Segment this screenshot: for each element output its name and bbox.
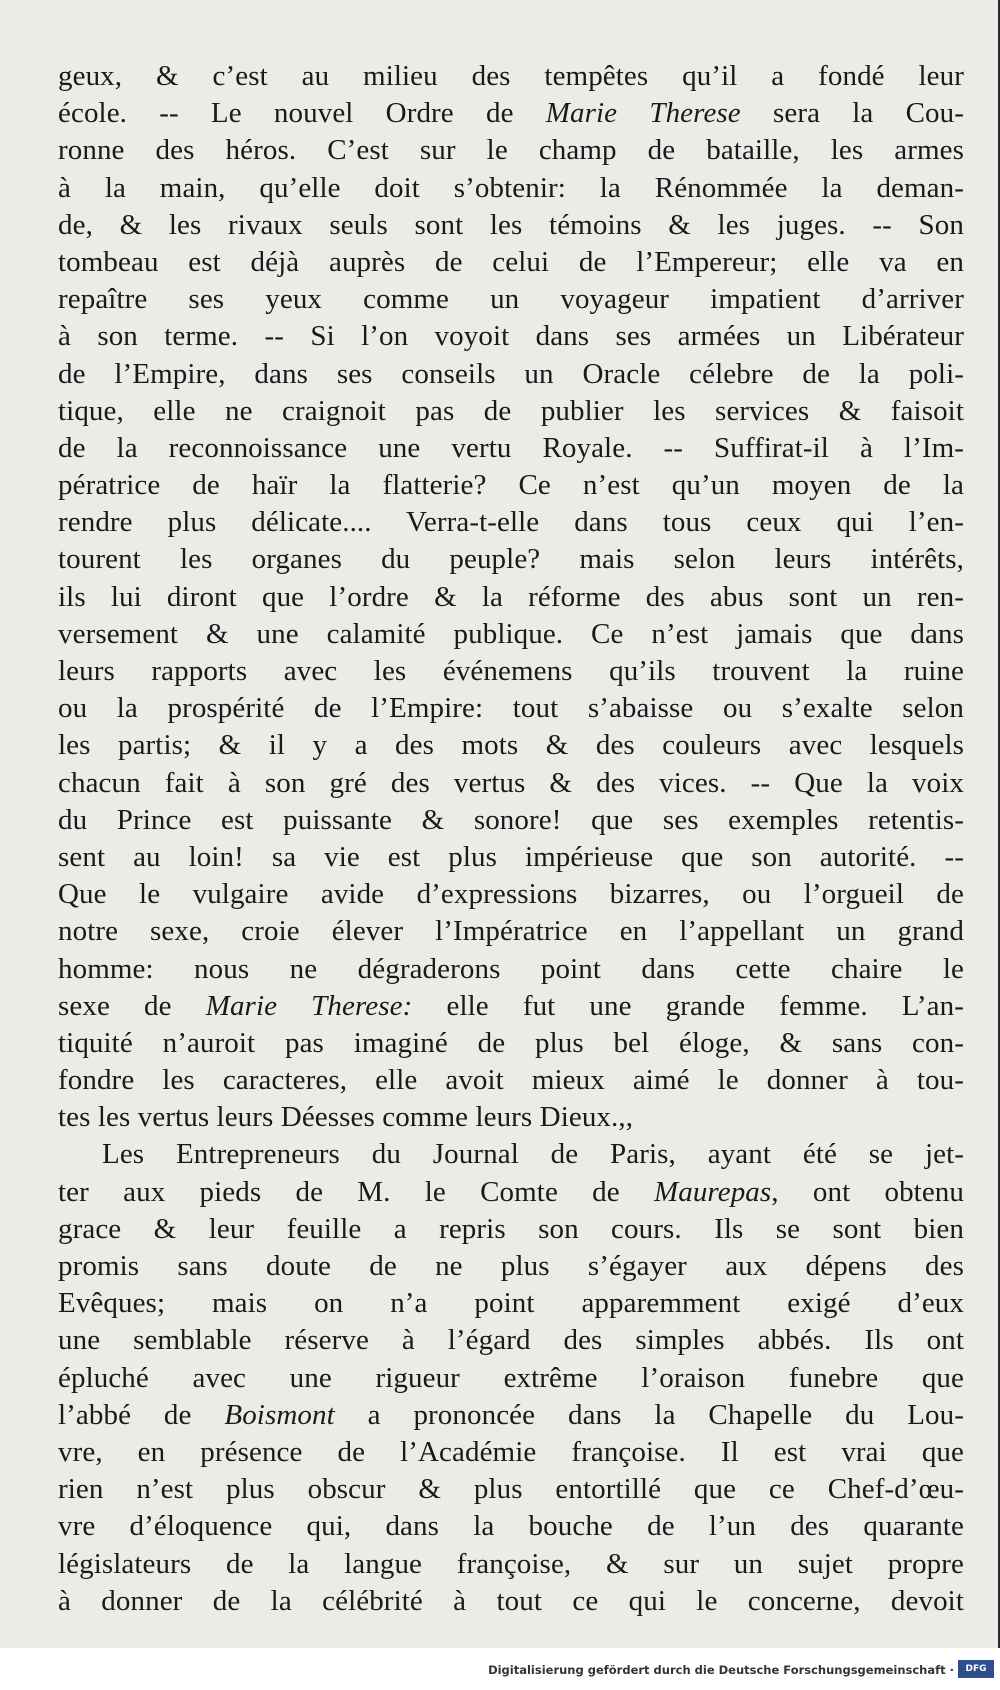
text-line bbox=[58, 1211, 964, 1248]
text-span: pératrice de haïr la flatterie? Ce n’est qu’un moyen de la bbox=[58, 469, 964, 502]
text-span: elle fut une grande femme. L’an- bbox=[412, 989, 964, 1022]
text-span: épluché avec une rigueur extrême l’oraison funebre que bbox=[58, 1361, 964, 1394]
text-span: promis sans doute de ne plus s’égayer aux dépens des bbox=[58, 1250, 964, 1282]
text-span: sent au loin! sa vie est plus impérieuse que son autorité. -- bbox=[58, 840, 964, 873]
text-span: du Prince est puissante & sonore! que ses exemples retentis- bbox=[58, 803, 964, 836]
text-span: à la main, qu’elle doit s’obtenir: la Rénommée la deman- bbox=[58, 171, 964, 204]
text-span: législateurs de la langue françoise, & sur un sujet propre bbox=[58, 1547, 964, 1580]
text-line bbox=[58, 765, 964, 802]
text-line bbox=[58, 1285, 964, 1322]
italic-name: Boismont bbox=[224, 1398, 335, 1431]
text-line bbox=[58, 1174, 964, 1211]
text-line bbox=[58, 1248, 964, 1285]
text-line bbox=[58, 1546, 964, 1583]
text-line bbox=[58, 1434, 964, 1471]
text-line bbox=[58, 1508, 964, 1545]
text-line bbox=[58, 951, 964, 988]
text-span: tes les vertus leurs Déesses comme leurs Dieux.,, bbox=[58, 1101, 634, 1134]
italic-name: Maurepas bbox=[653, 1175, 772, 1208]
text-span: une semblable réserve à l’égard des simples abbés. Ils ont bbox=[58, 1324, 964, 1357]
text-span: ter aux pieds de M. le Comte de bbox=[58, 1175, 654, 1208]
text-line bbox=[58, 876, 964, 913]
text-line bbox=[58, 913, 964, 950]
text-span: notre sexe, croie élever l’Impératrice en l’appellant un grand bbox=[58, 915, 964, 948]
text-line bbox=[58, 244, 964, 281]
text-line bbox=[58, 170, 964, 207]
italic-name: Marie Therese bbox=[545, 97, 741, 130]
text-span: grace & leur feuille a repris son cours. Ils se sont bien bbox=[58, 1212, 964, 1245]
text-line bbox=[58, 1583, 964, 1620]
text-span: , ont obtenu bbox=[771, 1175, 964, 1208]
text-span: sera la Cou- bbox=[740, 97, 964, 130]
text-span: tiquité n’auroit pas imaginé de plus bel éloge, & sans con- bbox=[58, 1026, 964, 1059]
text-span: ronne des héros. C’est sur le champ de bataille, les armes bbox=[58, 134, 964, 167]
text-span: tombeau est déjà auprès de celui de l’Empereur; elle va en bbox=[58, 245, 964, 278]
text-span: ils lui diront que l’ordre & la réforme des abus sont un ren- bbox=[58, 580, 964, 613]
text-line bbox=[58, 318, 964, 355]
text-span: école. -- Le nouvel Ordre de bbox=[58, 97, 546, 130]
text-span: Que le vulgaire avide d’expressions bizarres, ou l’orgueil de bbox=[58, 878, 964, 911]
text-line bbox=[58, 988, 964, 1025]
text-line bbox=[58, 802, 964, 839]
text-span: vre, en présence de l’Académie françoise. Il est vrai que bbox=[58, 1435, 964, 1468]
text-span: de la reconnoissance une vertu Royale. -- Suffirat-il à l’Im- bbox=[58, 431, 964, 464]
text-span: homme: nous ne dégraderons point dans cette chaire le bbox=[58, 952, 964, 985]
text-line bbox=[58, 58, 964, 95]
text-line bbox=[58, 356, 964, 393]
text-line bbox=[58, 690, 964, 727]
text-line bbox=[58, 1471, 964, 1508]
text-span: rien n’est plus obscur & plus entortillé que ce Chef-d’œu- bbox=[58, 1473, 964, 1506]
text-line bbox=[58, 653, 964, 690]
text-span: à son terme. -- Si l’on voyoit dans ses armées un Libérateur bbox=[58, 320, 964, 353]
text-line bbox=[58, 393, 964, 430]
italic-name: Marie Therese: bbox=[205, 989, 413, 1022]
text-span: vre d’éloquence qui, dans la bouche de l’un des quarante bbox=[58, 1510, 964, 1543]
text-line bbox=[58, 281, 964, 318]
text-line bbox=[58, 1136, 964, 1173]
footer-bar bbox=[0, 1648, 1000, 1690]
text-span: Evêques; mais on n’a point apparemment exigé d’eux bbox=[58, 1287, 964, 1320]
text-line bbox=[58, 132, 964, 169]
text-span: a prononcée dans la Chapelle du Lou- bbox=[334, 1398, 964, 1431]
text-line bbox=[58, 467, 964, 504]
text-line bbox=[58, 1062, 964, 1099]
text-span: geux, & c’est au milieu des tempêtes qu’il a fondé leur bbox=[58, 60, 964, 92]
text-line bbox=[58, 839, 964, 876]
dfg-logo-icon: DFG bbox=[958, 1660, 994, 1678]
text-line bbox=[58, 579, 964, 616]
text-span: versement & une calamité publique. Ce n’est jamais que dans bbox=[58, 617, 964, 650]
text-line bbox=[58, 430, 964, 467]
body-text bbox=[58, 58, 964, 1620]
text-span: chacun fait à son gré des vertus & des vices. -- Que la voix bbox=[58, 766, 964, 799]
text-line bbox=[58, 541, 964, 578]
text-span: sexe de bbox=[58, 989, 206, 1022]
text-span: fondre les caracteres, elle avoit mieux aimé le donner à tou- bbox=[58, 1064, 964, 1097]
text-span: l’abbé de bbox=[58, 1398, 225, 1431]
text-span: Les Entrepreneurs du Journal de Paris, ayant été se jet- bbox=[102, 1138, 964, 1171]
text-line bbox=[58, 616, 964, 653]
digitization-credit: Digitalisierung gefördert durch die Deutsche Forschungsgemeinschaft · bbox=[488, 1663, 954, 1677]
text-line bbox=[58, 1099, 964, 1136]
text-span: de l’Empire, dans ses conseils un Oracle célebre de la poli- bbox=[58, 357, 964, 390]
text-line bbox=[58, 1322, 964, 1359]
text-line bbox=[58, 1360, 964, 1397]
text-line bbox=[58, 95, 964, 132]
text-line bbox=[58, 1025, 964, 1062]
text-span: tourent les organes du peuple? mais selon leurs intérêts, bbox=[58, 543, 964, 576]
text-line bbox=[58, 207, 964, 244]
text-span: repaître ses yeux comme un voyageur impatient d’arriver bbox=[58, 283, 964, 316]
text-span: rendre plus délicate.... Verra-t-elle dans tous ceux qui l’en- bbox=[58, 506, 964, 539]
text-span: les partis; & il y a des mots & des couleurs avec lesquels bbox=[58, 729, 964, 762]
text-span: de, & les rivaux seuls sont les témoins & les juges. -- Son bbox=[58, 208, 964, 241]
text-span: tique, elle ne craignoit pas de publier les services & faisoit bbox=[58, 394, 964, 427]
text-line bbox=[58, 504, 964, 541]
text-line bbox=[58, 727, 964, 764]
text-span: à donner de la célébrité à tout ce qui le concerne, devoit bbox=[58, 1584, 964, 1617]
text-span: leurs rapports avec les événemens qu’ils trouvent la ruine bbox=[58, 655, 964, 687]
text-line bbox=[58, 1397, 964, 1434]
text-span: ou la prospérité de l’Empire: tout s’abaisse ou s’exalte selon bbox=[58, 692, 964, 725]
